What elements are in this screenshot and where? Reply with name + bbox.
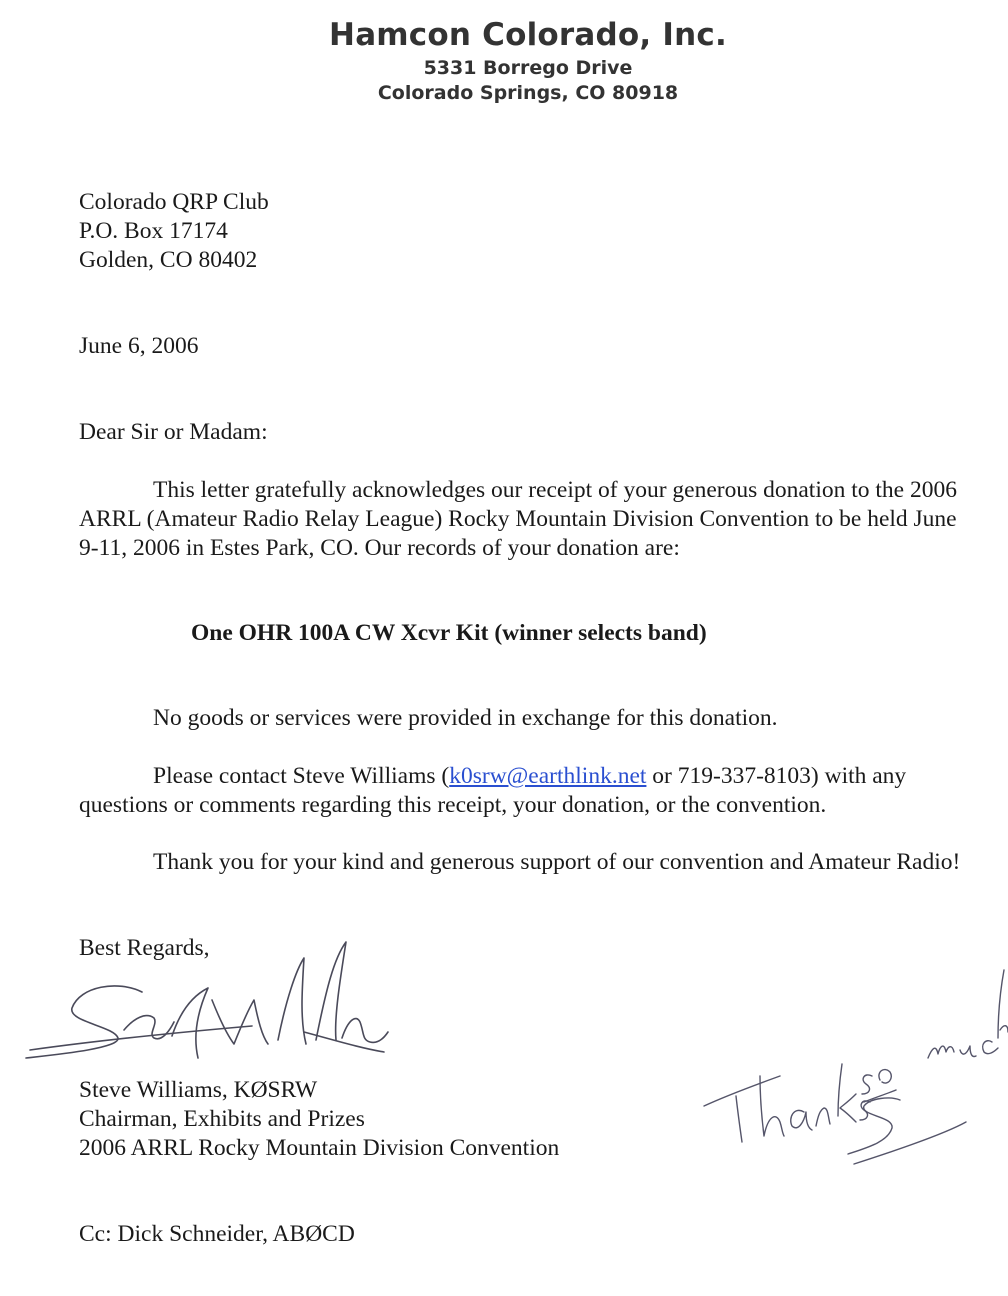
salutation: Dear Sir or Madam: (79, 419, 268, 445)
no-goods-text: No goods or services were provided in exchange for this donation. (153, 705, 778, 731)
signer-organization: 2006 ARRL Rocky Mountain Division Convention (79, 1135, 560, 1161)
no-goods-paragraph (79, 704, 979, 733)
signer-name: Steve Williams, KØSRW (79, 1077, 318, 1103)
closing: Best Regards, (79, 935, 210, 961)
thanks-paragraph (79, 848, 979, 877)
company-name: Hamcon Colorado, Inc. (329, 17, 727, 53)
letter-date: June 6, 2006 (79, 333, 199, 359)
signer-title: Chairman, Exhibits and Prizes (79, 1106, 365, 1132)
contact-paragraph (79, 762, 979, 820)
handwritten-signature (22, 940, 392, 1065)
thanks-text: Thank you for your kind and generous support of our convention and Amateur Radio! (153, 849, 961, 875)
recipient-name: Colorado QRP Club (79, 189, 269, 215)
intro-text: This letter gratefully acknowledges our receipt of your generous donation to the 2006 ARRL (Amateur Radio Relay League) Rocky Mountain Division Convention to be held June 9-11, 2006 in Estes Park, CO. Our records of your donation are: (79, 477, 957, 561)
letterhead (0, 14, 1008, 106)
contact-text-after: or 719-337-8103) with any questions or comments regarding this receipt, your donation, or the convention. (79, 763, 907, 818)
company-street: 5331 Borrego Drive (423, 57, 633, 79)
contact-email-link[interactable]: k0srw@earthlink.net (449, 763, 647, 789)
recipient-city: Golden, CO 80402 (79, 247, 258, 273)
cc-line: Cc: Dick Schneider, ABØCD (79, 1221, 355, 1247)
contact-text-before: Please contact Steve Williams ( (153, 763, 450, 789)
donation-item: One OHR 100A CW Xcvr Kit (winner selects band) (191, 620, 707, 646)
intro-paragraph (79, 476, 979, 563)
recipient-box: P.O. Box 17174 (79, 218, 228, 244)
company-city: Colorado Springs, CO 80918 (377, 82, 679, 104)
handwritten-thanks-note (700, 966, 1008, 1166)
